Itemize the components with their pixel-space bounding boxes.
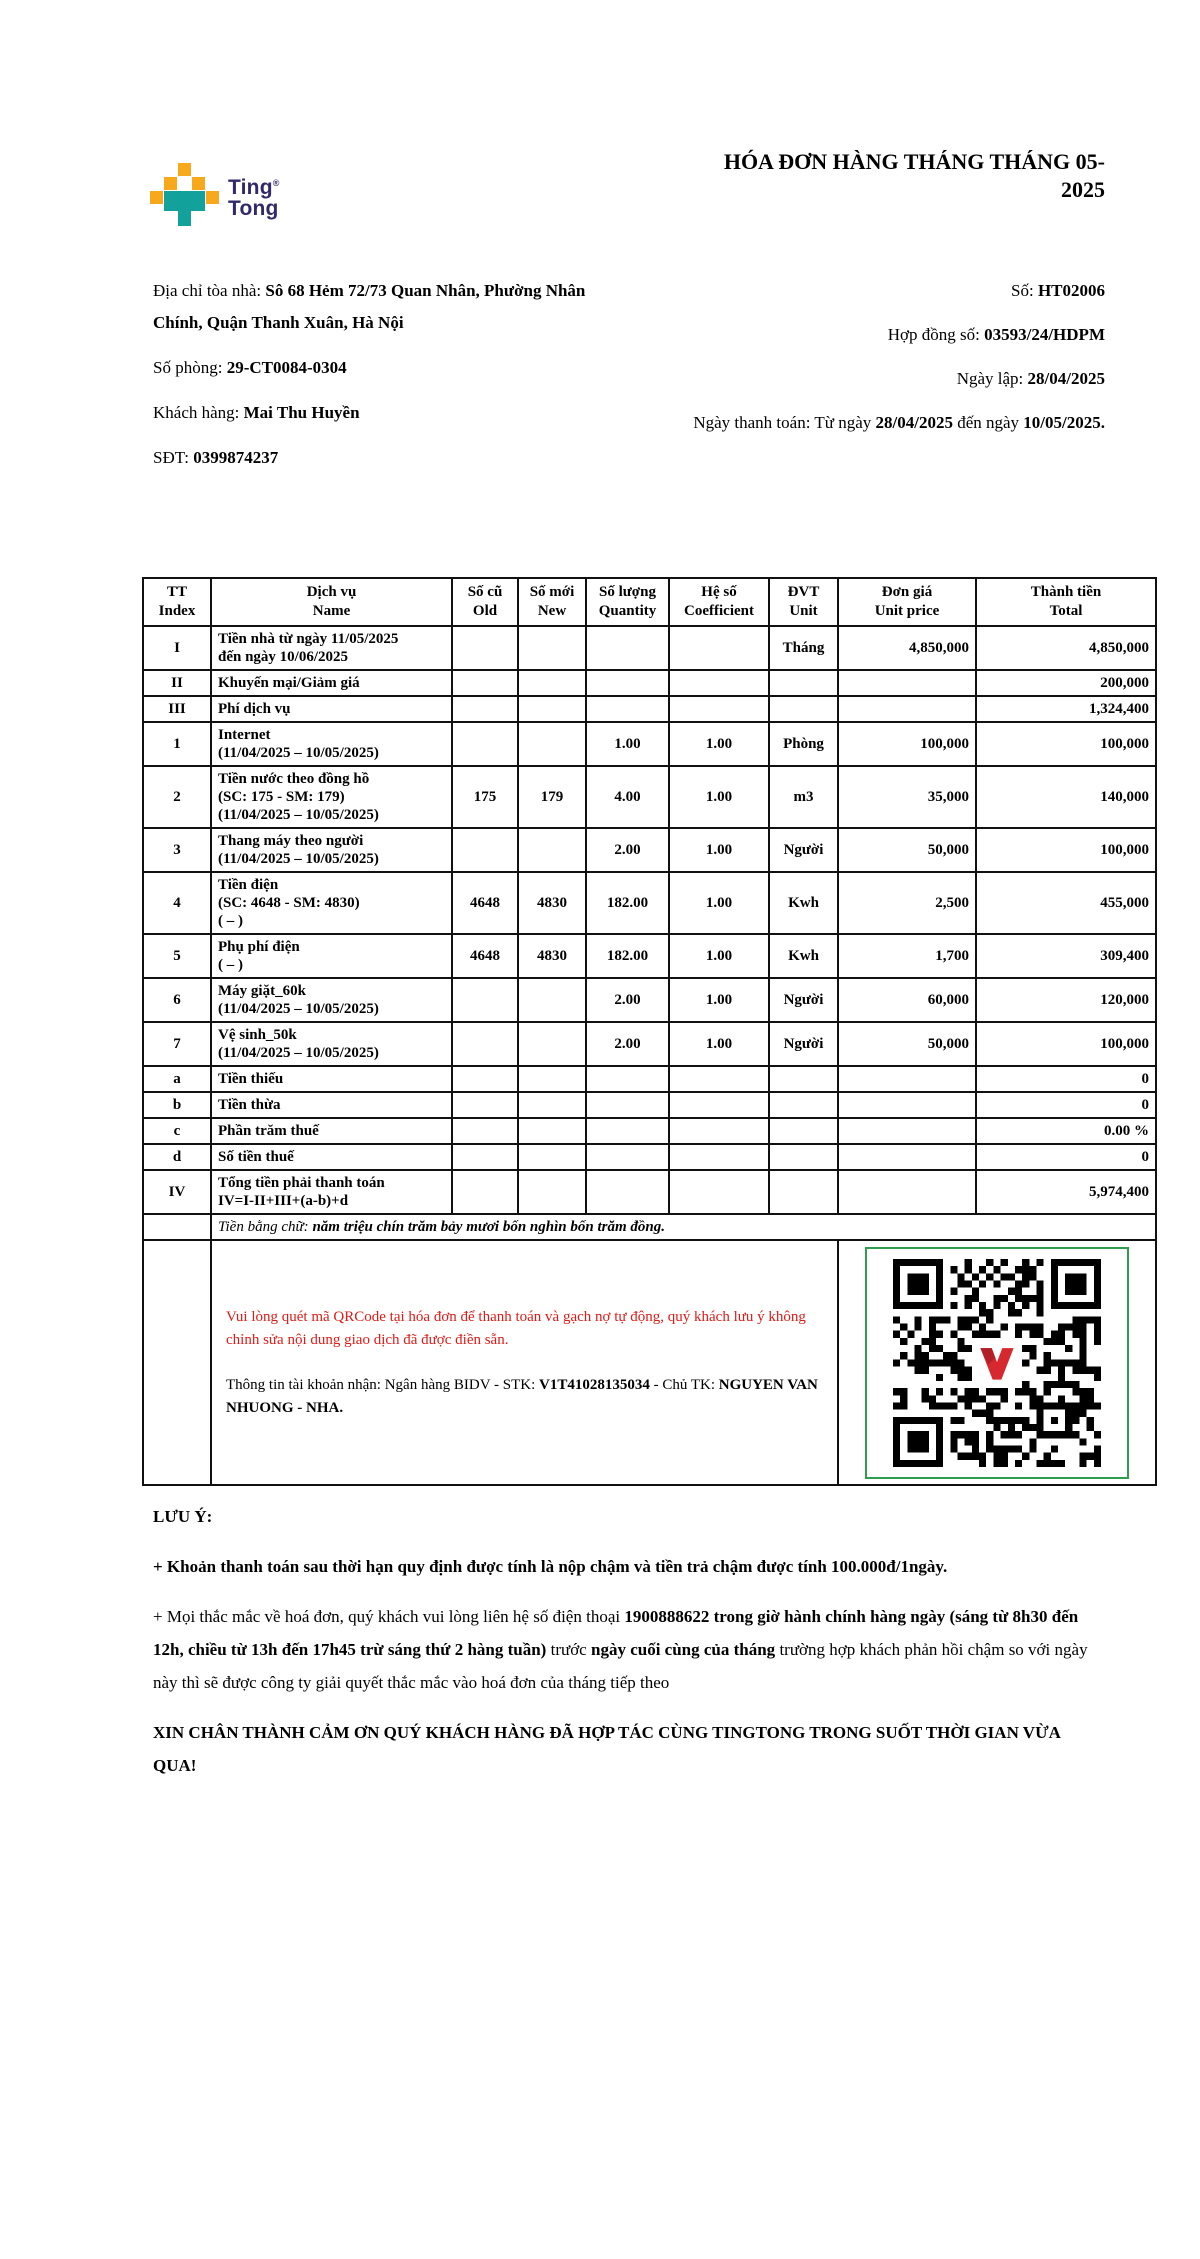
cell-unit bbox=[769, 1066, 838, 1092]
table-row bbox=[143, 978, 1156, 1022]
table-row bbox=[143, 1066, 1156, 1092]
cell-service-name: Vệ sinh_50k (11/04/2025 – 10/05/2025) bbox=[211, 1022, 452, 1066]
column-header: Số lượng Quantity bbox=[586, 578, 669, 626]
cell-index: d bbox=[143, 1144, 211, 1170]
cell-new-reading bbox=[518, 1118, 586, 1144]
cell-coefficient: 1.00 bbox=[669, 722, 769, 766]
cell-coefficient: 1.00 bbox=[669, 934, 769, 978]
cell-coefficient bbox=[669, 1118, 769, 1144]
cell-quantity: 182.00 bbox=[586, 934, 669, 978]
cell-service-name: Tiền thiếu bbox=[211, 1066, 452, 1092]
cell-quantity bbox=[586, 670, 669, 696]
cell-unit-price bbox=[838, 1092, 976, 1118]
cell-new-reading: 179 bbox=[518, 766, 586, 828]
cell-service-name: Phụ phí điện ( – ) bbox=[211, 934, 452, 978]
cell-unit-price: 100,000 bbox=[838, 722, 976, 766]
cell-unit: Người bbox=[769, 1022, 838, 1066]
cell-empty bbox=[143, 1214, 211, 1240]
cell-coefficient: 1.00 bbox=[669, 978, 769, 1022]
cell-unit bbox=[769, 696, 838, 722]
table-body bbox=[143, 626, 1156, 1214]
column-header: Đơn giá Unit price bbox=[838, 578, 976, 626]
hotline-note: + Mọi thắc mắc về hoá đơn, quý khách vui lòng liên hệ số điện thoại 1900888622 trong giờ hành chính hàng ngày (sáng từ 8h30 đến 12h, chiều từ 13h đến 17h45 trừ sáng thứ 2 hàng tuần) trước ngày cuối cùng của tháng trường hợp khách phản hồi chậm so với ngày này thì sẽ được công ty giải quyết thắc mắc vào hoá đơn của tháng tiếp theo bbox=[153, 1607, 1088, 1692]
cell-service-name: Thang máy theo người (11/04/2025 – 10/05/2025) bbox=[211, 828, 452, 872]
table-row bbox=[143, 1022, 1156, 1066]
cell-old-reading: 175 bbox=[452, 766, 518, 828]
cell-total: 0.00 % bbox=[976, 1118, 1156, 1144]
footer-notes bbox=[153, 1500, 1105, 1799]
cell-unit bbox=[769, 1170, 838, 1214]
cell-new-reading bbox=[518, 670, 586, 696]
qr-scan-note: Vui lòng quét mã QRCode tại hóa đơn để thanh toán và gạch nợ tự động, quý khách lưu ý không chỉnh sửa nội dung giao dịch đã được điền sẵn. bbox=[226, 1308, 806, 1348]
cell-coefficient bbox=[669, 696, 769, 722]
cell-unit: Người bbox=[769, 828, 838, 872]
cell-unit-price: 60,000 bbox=[838, 978, 976, 1022]
cell-unit-price: 1,700 bbox=[838, 934, 976, 978]
cell-unit: Tháng bbox=[769, 626, 838, 670]
page-title: HÓA ĐƠN HÀNG THÁNG THÁNG 05- 2025 bbox=[723, 149, 1105, 202]
cell-old-reading bbox=[452, 1092, 518, 1118]
cell-quantity: 4.00 bbox=[586, 766, 669, 828]
cell-unit: Phòng bbox=[769, 722, 838, 766]
cell-old-reading bbox=[452, 1144, 518, 1170]
qr-code bbox=[865, 1247, 1129, 1479]
qr-code-cell bbox=[838, 1240, 1156, 1485]
cell-service-name: Phần trăm thuế bbox=[211, 1118, 452, 1144]
table-row bbox=[143, 872, 1156, 934]
cell-new-reading bbox=[518, 1092, 586, 1118]
table-row bbox=[143, 1144, 1156, 1170]
cell-new-reading bbox=[518, 1170, 586, 1214]
tingtong-logo bbox=[150, 163, 280, 229]
invoice-meta bbox=[665, 275, 1105, 487]
cell-new-reading bbox=[518, 722, 586, 766]
registered-mark: ® bbox=[272, 178, 280, 188]
cell-service-name: Máy giặt_60k (11/04/2025 – 10/05/2025) bbox=[211, 978, 452, 1022]
header-row bbox=[143, 578, 1156, 626]
cell-quantity bbox=[586, 1092, 669, 1118]
room-number: Số phòng: 29-CT0084-0304 bbox=[153, 358, 347, 377]
cell-unit-price: 4,850,000 bbox=[838, 626, 976, 670]
column-header: Thành tiền Total bbox=[976, 578, 1156, 626]
cell-new-reading bbox=[518, 828, 586, 872]
cell-unit: Người bbox=[769, 978, 838, 1022]
cell-coefficient bbox=[669, 1144, 769, 1170]
payment-instructions-cell bbox=[211, 1240, 838, 1485]
cell-new-reading: 4830 bbox=[518, 934, 586, 978]
cell-new-reading bbox=[518, 696, 586, 722]
cell-total: 0 bbox=[976, 1092, 1156, 1118]
cell-unit bbox=[769, 1118, 838, 1144]
cell-quantity: 2.00 bbox=[586, 1022, 669, 1066]
cell-new-reading bbox=[518, 1022, 586, 1066]
cell-old-reading bbox=[452, 626, 518, 670]
cell-total: 0 bbox=[976, 1066, 1156, 1092]
cell-index: c bbox=[143, 1118, 211, 1144]
cell-unit-price bbox=[838, 696, 976, 722]
cell-total: 5,974,400 bbox=[976, 1170, 1156, 1214]
cell-service-name: Số tiền thuế bbox=[211, 1144, 452, 1170]
cell-unit-price bbox=[838, 1118, 976, 1144]
cell-index: 3 bbox=[143, 828, 211, 872]
cell-index: 2 bbox=[143, 766, 211, 828]
cell-index: 1 bbox=[143, 722, 211, 766]
customer-info bbox=[153, 275, 633, 487]
cell-unit: m3 bbox=[769, 766, 838, 828]
cell-index: b bbox=[143, 1092, 211, 1118]
cell-index: 7 bbox=[143, 1022, 211, 1066]
cell-index: III bbox=[143, 696, 211, 722]
customer-name: Khách hàng: Mai Thu Huyền bbox=[153, 403, 360, 422]
cell-unit: Kwh bbox=[769, 934, 838, 978]
cell-new-reading bbox=[518, 626, 586, 670]
cell-service-name: Phí dịch vụ bbox=[211, 696, 452, 722]
cell-quantity bbox=[586, 1066, 669, 1092]
cell-old-reading bbox=[452, 670, 518, 696]
cell-quantity: 2.00 bbox=[586, 978, 669, 1022]
cell-old-reading bbox=[452, 696, 518, 722]
cell-index: 5 bbox=[143, 934, 211, 978]
cell-unit-price: 2,500 bbox=[838, 872, 976, 934]
late-payment-note: + Khoản thanh toán sau thời hạn quy định được tính là nộp chậm và tiền trả chậm được tính 100.000đ/1ngày. bbox=[153, 1557, 948, 1576]
cell-new-reading bbox=[518, 1066, 586, 1092]
cell-unit-price: 50,000 bbox=[838, 1022, 976, 1066]
table-row bbox=[143, 934, 1156, 978]
cell-coefficient bbox=[669, 626, 769, 670]
cell-unit-price bbox=[838, 1066, 976, 1092]
customer-phone: SĐT: 0399874237 bbox=[153, 448, 279, 467]
cell-service-name: Khuyến mại/Giảm giá bbox=[211, 670, 452, 696]
cell-total: 100,000 bbox=[976, 1022, 1156, 1066]
column-header: Số cũ Old bbox=[452, 578, 518, 626]
cell-old-reading bbox=[452, 828, 518, 872]
table-row bbox=[143, 1092, 1156, 1118]
cell-service-name: Tổng tiền phải thanh toán IV=I-II+III+(a-b)+d bbox=[211, 1170, 452, 1214]
charges-table bbox=[142, 577, 1157, 1486]
cell-service-name: Internet (11/04/2025 – 10/05/2025) bbox=[211, 722, 452, 766]
table-row bbox=[143, 1118, 1156, 1144]
cell-service-name: Tiền nước theo đồng hồ (SC: 175 - SM: 179) (11/04/2025 – 10/05/2025) bbox=[211, 766, 452, 828]
cell-total: 140,000 bbox=[976, 766, 1156, 828]
cell-unit-price bbox=[838, 1170, 976, 1214]
cell-quantity bbox=[586, 1144, 669, 1170]
column-header: Hệ số Coefficient bbox=[669, 578, 769, 626]
cell-quantity bbox=[586, 1170, 669, 1214]
table-row bbox=[143, 670, 1156, 696]
cell-coefficient bbox=[669, 1170, 769, 1214]
cell-coefficient: 1.00 bbox=[669, 828, 769, 872]
cell-unit-price: 50,000 bbox=[838, 828, 976, 872]
cell-new-reading bbox=[518, 978, 586, 1022]
payment-period: Ngày thanh toán: Từ ngày 28/04/2025 đến ngày 10/05/2025. bbox=[693, 413, 1105, 432]
table-row bbox=[143, 1170, 1156, 1214]
cell-quantity: 2.00 bbox=[586, 828, 669, 872]
cell-quantity: 1.00 bbox=[586, 722, 669, 766]
cell-old-reading bbox=[452, 1066, 518, 1092]
cell-quantity bbox=[586, 696, 669, 722]
column-header: ĐVT Unit bbox=[769, 578, 838, 626]
tingtong-pixel-arrow-icon bbox=[150, 163, 220, 229]
table-row bbox=[143, 828, 1156, 872]
cell-total: 1,324,400 bbox=[976, 696, 1156, 722]
amount-in-words-row bbox=[143, 1214, 1156, 1240]
cell-coefficient bbox=[669, 1066, 769, 1092]
bank-account-info: Thông tin tài khoản nhận: Ngân hàng BIDV - STK: V1T41028135034 - Chủ TK: NGUYEN VAN NHUONG - NHA. bbox=[226, 1376, 818, 1416]
cell-total: 200,000 bbox=[976, 670, 1156, 696]
cell-total: 120,000 bbox=[976, 978, 1156, 1022]
cell-unit bbox=[769, 1144, 838, 1170]
cell-total: 100,000 bbox=[976, 722, 1156, 766]
table-header bbox=[143, 578, 1156, 626]
notes-heading: LƯU Ý: bbox=[153, 1507, 213, 1526]
cell-total: 455,000 bbox=[976, 872, 1156, 934]
cell-index: a bbox=[143, 1066, 211, 1092]
column-header: TT Index bbox=[143, 578, 211, 626]
building-address: Địa chỉ tòa nhà: Sô 68 Hẻm 72/73 Quan Nhân, Phường Nhân Chính, Quận Thanh Xuân, Hà Nội bbox=[153, 281, 586, 332]
cell-old-reading bbox=[452, 1170, 518, 1214]
invoice-info bbox=[153, 275, 1105, 487]
column-header: Dịch vụ Name bbox=[211, 578, 452, 626]
table-row bbox=[143, 766, 1156, 828]
cell-quantity bbox=[586, 1118, 669, 1144]
cell-new-reading bbox=[518, 1144, 586, 1170]
cell-unit-price bbox=[838, 1144, 976, 1170]
table-row bbox=[143, 722, 1156, 766]
cell-service-name: Tiền nhà từ ngày 11/05/2025 đến ngày 10/06/2025 bbox=[211, 626, 452, 670]
cell-coefficient: 1.00 bbox=[669, 766, 769, 828]
cell-quantity bbox=[586, 626, 669, 670]
vietqr-v-icon bbox=[973, 1339, 1021, 1387]
cell-old-reading: 4648 bbox=[452, 934, 518, 978]
cell-total: 100,000 bbox=[976, 828, 1156, 872]
brand-wordmark: Ting® Tong bbox=[228, 176, 280, 220]
cell-service-name: Tiền điện (SC: 4648 - SM: 4830) ( – ) bbox=[211, 872, 452, 934]
thanks-message: XIN CHÂN THÀNH CẢM ƠN QUÝ KHÁCH HÀNG ĐÃ HỢP TÁC CÙNG TINGTONG TRONG SUỐT THỜI GIAN VỪA QUA! bbox=[153, 1723, 1060, 1775]
cell-unit: Kwh bbox=[769, 872, 838, 934]
cell-coefficient: 1.00 bbox=[669, 872, 769, 934]
amount-in-words: Tiền bằng chữ: năm triệu chín trăm bảy mươi bốn nghìn bốn trăm đồng. bbox=[211, 1214, 1156, 1240]
cell-index: 6 bbox=[143, 978, 211, 1022]
cell-index: IV bbox=[143, 1170, 211, 1214]
cell-unit-price: 35,000 bbox=[838, 766, 976, 828]
cell-index: 4 bbox=[143, 872, 211, 934]
cell-coefficient: 1.00 bbox=[669, 1022, 769, 1066]
cell-unit-price bbox=[838, 670, 976, 696]
cell-total: 309,400 bbox=[976, 934, 1156, 978]
cell-quantity: 182.00 bbox=[586, 872, 669, 934]
cell-unit bbox=[769, 670, 838, 696]
cell-old-reading bbox=[452, 1022, 518, 1066]
cell-total: 0 bbox=[976, 1144, 1156, 1170]
cell-service-name: Tiền thừa bbox=[211, 1092, 452, 1118]
table-row bbox=[143, 626, 1156, 670]
contract-number: Hợp đồng số: 03593/24/HDPM bbox=[887, 325, 1105, 344]
invoice-number: Số: HT02006 bbox=[1011, 281, 1105, 300]
cell-unit bbox=[769, 1092, 838, 1118]
cell-old-reading bbox=[452, 1118, 518, 1144]
cell-coefficient bbox=[669, 670, 769, 696]
table-row bbox=[143, 696, 1156, 722]
cell-old-reading bbox=[452, 978, 518, 1022]
issue-date: Ngày lập: 28/04/2025 bbox=[956, 369, 1105, 388]
cell-empty bbox=[143, 1240, 211, 1485]
table-footer bbox=[143, 1214, 1156, 1485]
qr-row bbox=[143, 1240, 1156, 1485]
cell-new-reading: 4830 bbox=[518, 872, 586, 934]
cell-total: 4,850,000 bbox=[976, 626, 1156, 670]
cell-index: I bbox=[143, 626, 211, 670]
cell-index: II bbox=[143, 670, 211, 696]
column-header: Số mới New bbox=[518, 578, 586, 626]
cell-old-reading bbox=[452, 722, 518, 766]
cell-coefficient bbox=[669, 1092, 769, 1118]
cell-old-reading: 4648 bbox=[452, 872, 518, 934]
